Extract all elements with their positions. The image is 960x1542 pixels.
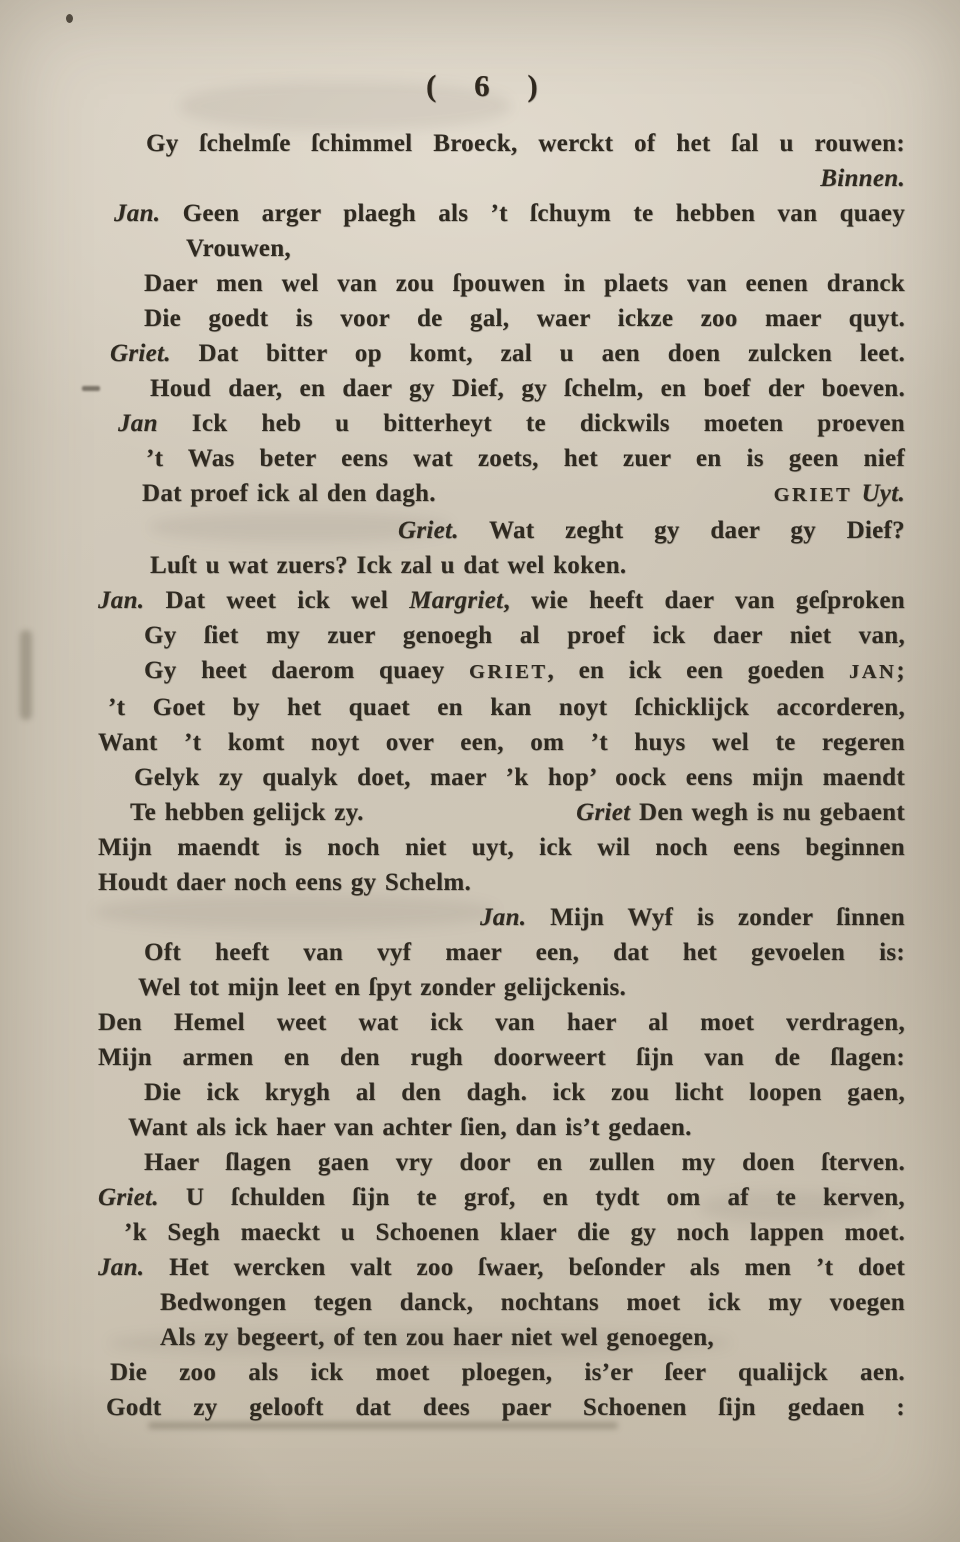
italic-run: Jan. — [114, 200, 161, 227]
verse-line-left — [142, 476, 436, 513]
text-run: Gy ſiet my zuer genoegh al proef ick daer niet van, — [144, 622, 905, 649]
verse-line — [118, 406, 905, 441]
verse-line — [186, 231, 905, 266]
verse-line — [398, 513, 905, 548]
verse-line — [138, 970, 905, 1005]
verse-line — [98, 1040, 905, 1075]
text-run: Houd daer, en daer gy Dief, gy ſchelm, en boef der boeven. — [150, 375, 905, 402]
text-run: Vrouwen, — [186, 235, 291, 262]
italic-run: Griet. — [110, 340, 171, 367]
page-number: ( 6 ) — [426, 68, 540, 103]
text-run: Ick heb u bitterheyt te dickwils moeten proeven — [157, 410, 905, 437]
text-run: ’t Was beter eens wat zoets, het zuer en is geen nief — [146, 445, 905, 472]
verse-line — [98, 725, 905, 760]
verse-line — [144, 1145, 905, 1180]
text-run: Gelyk zy qualyk doet, maer ’k hop’ oock eens mijn maendt — [134, 764, 905, 791]
text-run: Haer ſlagen gaen vry door en zullen my doen ſterven. — [144, 1149, 905, 1176]
verse-line — [134, 760, 905, 795]
verse-line — [98, 1005, 905, 1040]
italic-run: Jan — [118, 410, 158, 437]
text-run: Gy heet daerom quaey — [144, 657, 469, 684]
text-run: Die ick krygh al den dagh. ick zou licht loopen gaen, — [144, 1079, 905, 1106]
verse-line — [98, 830, 905, 865]
verse-line — [144, 266, 905, 301]
text-run: Houdt daer noch eens gy Schelm. — [98, 869, 472, 896]
verse-line — [98, 1180, 905, 1215]
verse-line — [144, 935, 905, 970]
verse-line — [98, 583, 905, 618]
stage-direction — [576, 795, 905, 830]
verse-line — [146, 126, 905, 161]
text-run: Dat bitter op komt, zal u aen doen zulcken leet. — [170, 340, 905, 367]
text-run: Want ’t komt noyt over een, om ’t huys wel te regeren — [98, 729, 905, 756]
verse-line-left — [130, 795, 364, 830]
verse-line — [160, 1320, 905, 1355]
italic-run: Margriet — [409, 587, 504, 614]
text-run: Bedwongen tegen danck, nochtans moet ick my voegen — [160, 1289, 905, 1316]
verse-line — [98, 1250, 905, 1285]
italic-run: Jan. — [98, 587, 145, 614]
smallcaps-run: JAN — [849, 661, 897, 683]
italic-run: Griet. — [398, 517, 459, 544]
ink-smear — [20, 630, 32, 720]
italic-run: Binnen. — [820, 165, 905, 192]
text-run: Geen arger plaegh als ’t ſchuym te hebben van quaey — [160, 200, 905, 227]
verse-line — [144, 301, 905, 336]
verse-line — [98, 161, 905, 196]
text-run: Mijn Wyf is zonder ſinnen — [526, 904, 905, 931]
text-run: Die goedt is voor de gal, waer ickze zoo maer quyt. — [144, 305, 905, 332]
verse-line — [144, 1075, 905, 1110]
text-run: Den wegh is nu gebaent — [630, 799, 905, 826]
italic-run: Uyt. — [861, 480, 905, 507]
verse-line — [108, 690, 905, 725]
verse-line — [128, 1110, 905, 1145]
text-run: Dat weet ick wel — [144, 587, 410, 614]
text-run: Wel tot mijn leet en ſpyt zonder gelijckenis. — [138, 974, 627, 1001]
verse-line — [150, 371, 905, 406]
verse-line — [480, 900, 905, 935]
text-run: Luſt u wat zuers? Ick zal u dat wel koken. — [150, 552, 627, 579]
verse-line — [130, 795, 905, 830]
text-run: Het wercken valt zoo ſwaer, beſonder als men ’t doet — [144, 1254, 905, 1281]
text-run: Den Hemel weet wat ick van haer al moet verdragen, — [98, 1009, 905, 1036]
verse-line — [110, 1355, 905, 1390]
italic-run: Jan. — [480, 904, 527, 931]
text-run: Oft heeft van vyf maer een, dat het gevoelen is: — [144, 939, 905, 966]
verse-line — [150, 548, 905, 583]
text-run: Godt zy gelooft dat dees paer Schoenen ſijn gedaen : — [106, 1394, 905, 1421]
text-run: U ſchulden ſijn te grof, en tydt om af te kerven, — [158, 1184, 905, 1211]
verse-line — [146, 441, 905, 476]
text-run: , wie heeft daer van geſproken — [503, 587, 905, 614]
stage-direction — [774, 476, 905, 513]
verse-line — [124, 1215, 905, 1250]
ink-spot — [66, 14, 73, 23]
verse-line — [114, 196, 905, 231]
text-run: Gy ſchelmſe ſchimmel Broeck, werckt of het ſal u rouwen: — [146, 130, 905, 157]
text-run: Die zoo als ick moet ploegen, is’er ſeer qualijck aen. — [110, 1359, 905, 1386]
text-run: Dat proef ick al den dagh. — [142, 480, 436, 507]
text-run: Want als ick haer van achter ſien, dan is’t gedaen. — [128, 1114, 692, 1141]
verse-line — [142, 476, 905, 513]
verse-line — [98, 865, 905, 900]
text-run: Mijn armen en den rugh doorweert ſijn van de ſlagen: — [98, 1044, 905, 1071]
italic-run: Griet. — [98, 1184, 159, 1211]
text-run: Te hebben gelijck zy. — [130, 799, 364, 826]
text-run: Daer men wel van zou ſpouwen in plaets van eenen dranck — [144, 270, 905, 297]
verse-line — [144, 653, 905, 690]
text-run: ’k Segh maeckt u Schoenen klaer die gy noch lappen moet. — [124, 1219, 905, 1246]
text-run: Mijn maendt is noch niet uyt, ick wil noch eens beginnen — [98, 834, 905, 861]
smallcaps-run: GRIET — [468, 661, 548, 683]
verse-line — [106, 1390, 905, 1425]
verse-line — [110, 336, 905, 371]
text-run: Wat zeght gy daer gy Dief? — [458, 517, 905, 544]
smallcaps-run: GRIET — [773, 484, 862, 506]
italic-run: Griet — [576, 799, 631, 826]
play-text — [98, 126, 905, 1425]
text-run: ; — [896, 657, 905, 684]
verse-line — [144, 618, 905, 653]
verse-line — [160, 1285, 905, 1320]
text-run: ’t Goet by het quaet en kan noyt ſchicklijck accorderen, — [108, 694, 905, 721]
italic-run: Jan. — [98, 1254, 145, 1281]
text-run: Als zy begeert, of ten zou haer niet wel genoegen, — [160, 1324, 714, 1351]
text-run: , en ick een goeden — [547, 657, 849, 684]
